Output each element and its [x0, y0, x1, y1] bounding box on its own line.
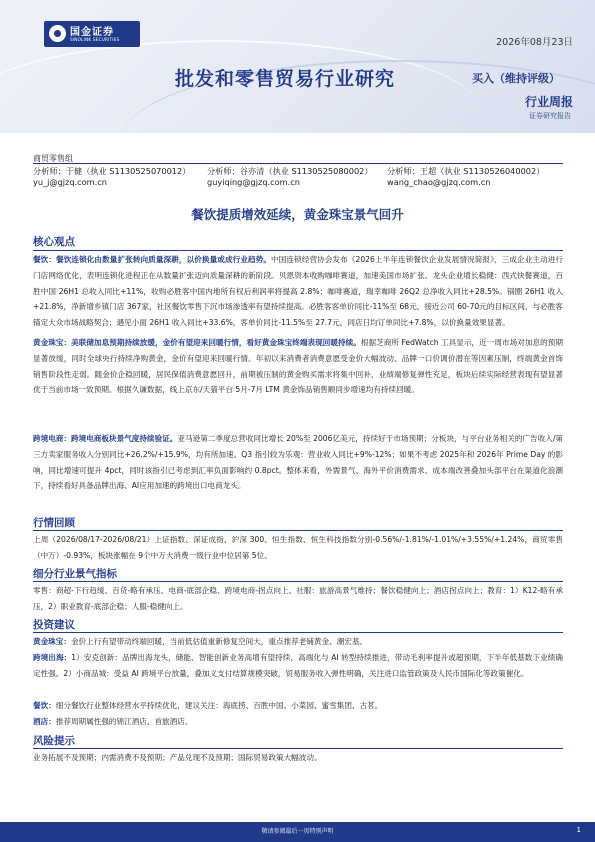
core-jewelry-head: 黄金珠宝：美联储加息预期持续放缓，金价有望迎来回暖行情，看好黄金珠宝终端表现回暖持续。 — [33, 338, 361, 347]
analyst-divider — [33, 163, 563, 164]
core-dining-body: 中国连锁经营协会发布《2026上半年连锁餐饮企业发展情况简报》，三成企业主动进行门店网络优化，表明连锁化进程正在从数量扩张迈向质量深耕的新阶段。贝恩资本收购咖啡赛道，加速美国市场扩张。龙头企业增长稳健：西式快餐赛道，百胜中国 26H1 总收入同比+11%，收购必胜客中国内地所有权后利润率将提高 2.8%；咖啡赛道，瑞幸咖啡 26Q2 总净收入同比+28.5%。锅圈 26H1 收入+21.8%，净新增乡镇门店 367家，社区餐饮零售下沉市场渗透率有望持续提高。必胜客客单价同比-11%至 68元，接近公司 60-70元的目标区间，与必胜客锚定大众市场战略契合；遇见小面 26H1 收入同比+33.6%，客单价同比-11.5%至 27.7元，同店日均订单同比+7.8%，以价换量效果显著。 — [33, 255, 563, 328]
report-date: 2026年08月23日 — [496, 37, 573, 48]
analyst-1-name: 分析师：于健（执业 S1130525070012） — [33, 166, 191, 176]
page-number: 1 — [576, 826, 581, 834]
analyst-2-email: guyiqing@gjzq.com.cn — [207, 177, 300, 187]
footer-disclaimer[interactable]: 敬请参阅最后一页特别声明 — [261, 828, 334, 835]
report-subtitle: 餐饮提质增效延续，黄金珠宝景气回升 — [191, 207, 404, 222]
advice-crossborder: 跨境出海：1）安克创新：品牌出海龙头，储能、智能创新业务高增有望持续，高端化与 AI 转型持续推进，带动毛利率提升或超预期，下半年低基数下业绩确定性强。2）小商品城：受益 AI 跨境平台放量，叠加义支付结算规模突破，贸易服务收入弹性明确，关注进口监管政策及人民币国际化等政策催化。 — [33, 653, 563, 678]
advice-jewelry: 黄金珠宝：金价上行有望带动终端回暖，当前低估值重新修复空间大，重点推荐老铺黄金、潮宏基。 — [33, 637, 368, 646]
analyst-3-name: 分析师：王超（执业 S1130526040002） — [387, 166, 545, 176]
core-jewelry-body: 根据芝商所 FedWatch 工具显示，近一周市场对加息的预期显著放缓，同时全球央行持续净购黄金，金价有望迎来回暖行情。年初以来消费者消费意愿受金价大幅波动、品牌一口价调价潜在等因素压制，终端黄金首饰销售阶段性走弱。随金价企稳回暖，居民保值消费意愿回升，前期被压制的黄金购买需求将集中回补，业绩端修复弹性充足，板块后续实际经营表现有望显著优于当前市场一致预期。根据久谦数据，线上京东/天猫平台 5月-7月 LTM 黄金饰品销售额同步增速均有持续回暖。 — [33, 338, 563, 395]
analyst-1-email: yu_j@gjzq.com.cn — [33, 177, 107, 187]
core-paragraph-dining — [33, 252, 563, 334]
rating-badge: 买入（维持评级） — [472, 72, 560, 85]
section-risk-heading: 风险提示 — [33, 735, 75, 747]
core-paragraph-crossborder — [33, 431, 563, 511]
sector-group: 商贸零售组 — [33, 154, 73, 163]
core-crossborder-body: 亚马逊第二季度总营收同比增长 20%至 2006亿美元，持续好于市场预期；分板块，与平台业务相关的广告收入/第三方卖家服务收入分别同比+26.2%/+15.9%，均有所加速。Q3 指引较为乐观：营业收入同比+9%-12%；如果不考虑 2025年和 2026年 Prime Day 的影响，同比增速可提升 4pct，同时该指引已考虑到汇率负面影响约 0.8pct。整体来看，外需景气、海外平价消费需求、成本端改善叠加头部平台在渠道化浪潮下，持续看好具备品牌出海、AI应用加速的跨境出口电商龙头。 — [33, 434, 563, 491]
logo-text: 国金证券 — [70, 27, 114, 38]
core-crossborder-head: 跨境电商：跨境电商板块景气度持续验证。 — [33, 434, 178, 443]
section-subindex-heading: 细分行业景气指标 — [33, 568, 117, 580]
analyst-3-email: wang_chao@gjzq.com.cn — [387, 177, 491, 187]
core-paragraph-jewelry — [33, 335, 563, 430]
subindex-paragraph: 零售：商超-下行趋缓、百货-略有承压、电商-底部企稳、跨境电商-拐点向上。社服：旅游高景气维持；餐饮稳健向上；酒店拐点向上；教育：1）K12-略有承压，2）职业教育-底部企稳；人服-稳健向上。 — [33, 586, 563, 611]
risk-paragraph: 业务拓展不及预期；内需消费不及预期；产品兑现不及预期；国际贸易政策大幅波动。 — [33, 753, 322, 762]
market-paragraph: 上周（2026/08/17-2026/08/21）上证指数、深证成指、沪深 300、恒生指数、恒生科技指数分别-0.56%/-1.81%/-1.01%/+3.55%/+1.24%，商贸零售（中万）-0.93%，板块涨幅在 9个中万大消费一级行业中位居第 5位。 — [33, 535, 563, 560]
analyst-2-name: 分析师：谷亦清（执业 S1130525080002） — [207, 166, 373, 176]
report-title: 批发和零售贸易行业研究 — [175, 68, 396, 90]
logo-english: SINOLINK SECURITIES — [70, 37, 120, 42]
section-advice-heading: 投资建议 — [33, 619, 75, 631]
core-dining-head: 餐饮：餐饮连锁化由数量扩张转向质量深耕，以价换量或成行业趋势。 — [33, 255, 272, 264]
report-category: 证券研究报告 — [529, 112, 571, 120]
advice-hotel: 酒店：推荐周期属性强的锦江酒店、首旅酒店。 — [33, 717, 193, 726]
report-type: 行业周报 — [524, 95, 573, 109]
section-market-heading: 行情回顾 — [33, 517, 75, 529]
advice-dining: 餐饮：细分餐饮行业整体经营水平持续优化，建议关注：海底捞、百胜中国、小菜园、蜜雪集团、古茗。 — [33, 701, 383, 710]
section-core-heading: 核心观点 — [33, 236, 75, 248]
